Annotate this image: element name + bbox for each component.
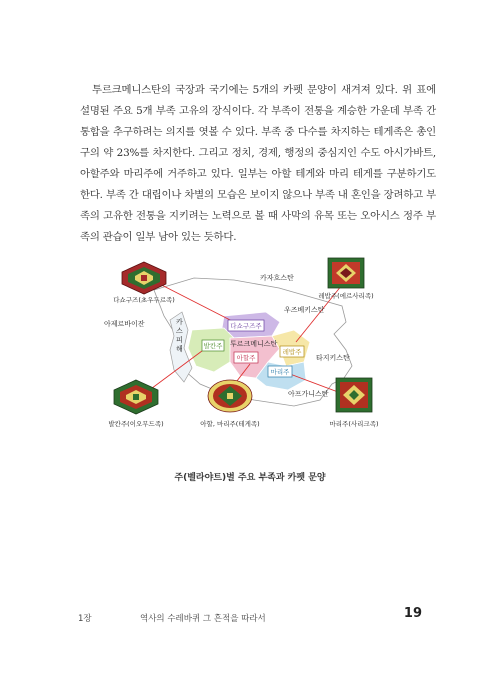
carpet-balkan — [114, 380, 158, 414]
figure-caption: 주(벨라야트)별 주요 부족과 카펫 문양 — [174, 473, 326, 483]
carpet-label-dashoguz: 다쇼구즈(초우두르족) — [113, 296, 175, 304]
carpet-ahal — [208, 380, 252, 412]
svg-text:마리주: 마리주 — [270, 368, 290, 376]
label-turkmenistan: 투르크메니스탄 — [230, 340, 278, 348]
svg-text:발칸주: 발칸주 — [203, 342, 223, 350]
footer-chapter: 1장 — [78, 614, 92, 624]
region-label-mary — [268, 366, 292, 377]
region-label-balkan — [202, 340, 224, 351]
region-label-dashoguz — [228, 320, 264, 331]
carpet-label-mary: 마리주(사리크족) — [329, 420, 379, 428]
tribe-carpet-map-figure — [84, 250, 428, 450]
svg-text:아할주: 아할주 — [236, 354, 256, 362]
svg-text:다쇼구즈주: 다쇼구즈주 — [230, 322, 262, 330]
label-uzbekistan: 우즈베키스탄 — [284, 306, 325, 314]
carpet-mary — [336, 378, 372, 412]
page-number: 19 — [403, 606, 422, 621]
carpet-label-balkan: 발칸주(이오무드족) — [108, 420, 164, 428]
svg-text:레밥주: 레밥주 — [282, 348, 302, 356]
label-azerbaijan: 아제르바이잔 — [104, 320, 145, 328]
label-kazakhstan: 카자흐스탄 — [260, 274, 294, 282]
carpet-lebap — [328, 258, 364, 288]
carpet-label-ahal: 아할, 마리주(테게족) — [200, 420, 260, 428]
label-caspian: 카 스 피 해 — [176, 318, 184, 353]
carpet-label-lebap: 레밥주(에르사리족) — [318, 292, 374, 300]
label-afghanistan: 아프가니스탄 — [288, 390, 329, 398]
carpet-dashoguz — [122, 262, 166, 294]
body-paragraph: 투르크메니스탄의 국장과 국기에는 5개의 카펫 문양이 새겨져 있다. 위 표에 설명된 주요 5개 부족 고유의 장식이다. 각 부족이 전통을 계승한 가운데 부족 간 통합을 추구하려는 의지를 엿볼 수 있다. 부족 중 다수를 차지하는 테게족은 총인구의 약 23%를 차지한다. 그리고 정치, 경제, 행정의 중심지인 수도 아시가바트, 아할주와 마리주에 거주하고 있다. 일부는 아할 테게와 마리 테게를 구분하기도 한다. 부족 간 대립이나 차별의 모습은 보이지 않으나 부족 내 혼인을 장려하고 부족의 고유한 전통을 지키려는 노력으로 볼 때 사막의 유목 또는 오아시스 정주 부족의 관습이 일부 남아 있는 듯하다. — [80, 84, 436, 244]
region-label-lebap — [280, 346, 304, 357]
region-label-ahal — [234, 352, 258, 363]
footer-book-title: 역사의 수레바퀴 그 흔적을 따라서 — [140, 614, 266, 624]
label-tajikistan: 타지키스탄 — [316, 354, 350, 362]
map-illustration — [84, 250, 428, 450]
